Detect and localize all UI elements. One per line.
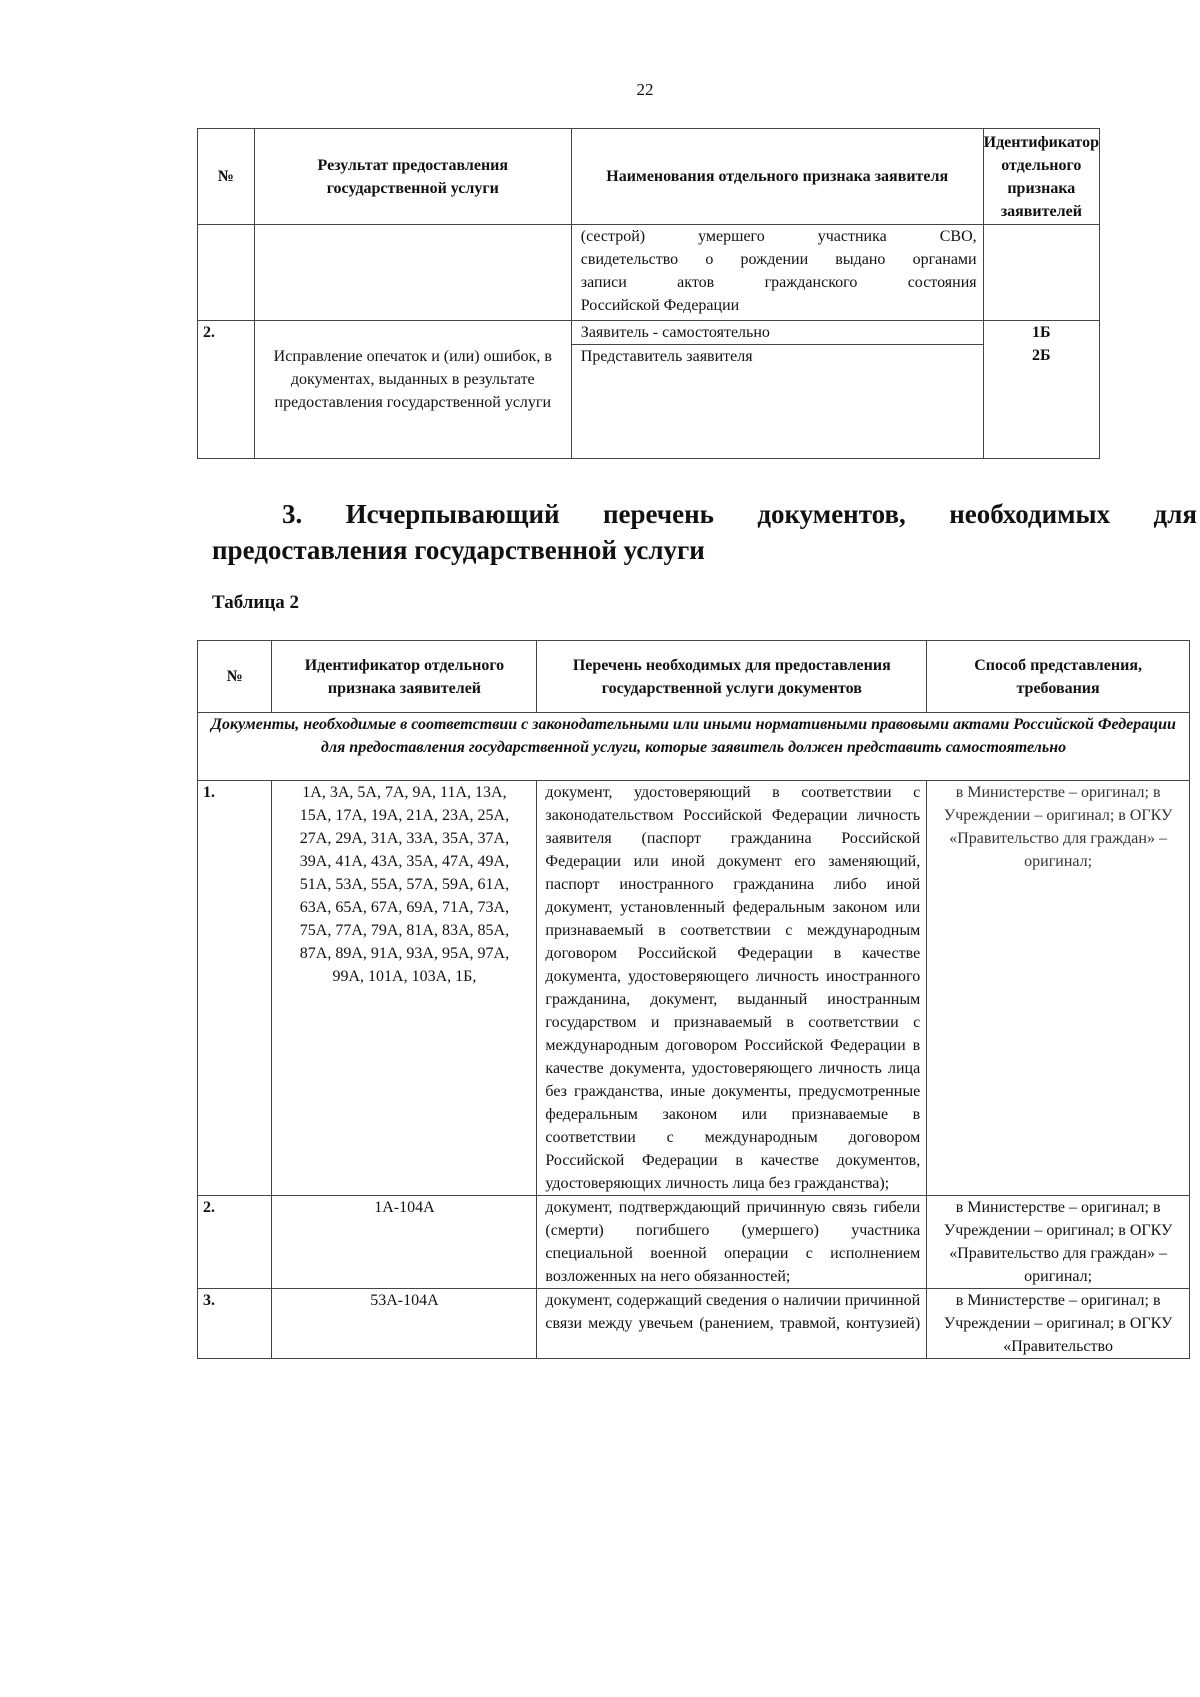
section-heading: 3. Исчерпывающий перечень документов, необходимых для предоставления государственной услуги bbox=[212, 499, 1197, 565]
t2-row1-ids: 1А, 3А, 5А, 7А, 9А, 11А, 13А, 15А, 17А, 19А, 21А, 23А, 25А, 27А, 29А, 31А, 33А, 35А, 37А, 39А, 41А, 43А, 35А, 47А, 49А, 51А, 53А, 55А, 57А, 59А, 61А, 63А, 65А, 67А, 69А, 71А, 73А, 75А, 77А, 79А, 81А, 83А, 85А, 87А, 89А, 91А, 93А, 95А, 97А, 99А, 101А, 103А, 1Б, bbox=[272, 781, 537, 1196]
table-row bbox=[198, 321, 1100, 459]
table-row bbox=[198, 781, 1190, 1196]
t2-row1-way: в Министерстве – оригинал; в Учреждении – оригинал; в ОГКУ «Правительство для граждан» – оригинал; bbox=[927, 781, 1190, 1196]
t2-row3-ids: 53А-104А bbox=[272, 1289, 537, 1359]
t2-header-docs: Перечень необходимых для предоставления государственной услуги документов bbox=[537, 641, 927, 713]
t2-row3-doc: документ, содержащий сведения о наличии причинной связи между увечьем (ранением, травмой, контузией) bbox=[537, 1289, 927, 1359]
t2-row1-doc: документ, удостоверяющий в соответствии с законодательством Российской Федерации личность заявителя (паспорт гражданина Российской Федерации или иной документ его заменяющий, паспорт иностранного гражданина либо иной документ, установленный федеральным законом или признаваемый в соответствии с международным договором Российской Федерации в качестве документа, удостоверяющего личность иностранного гражданина, документ, выданный иностранным государством и признаваемый в соответствии с международным договором Российской Федерации в качестве документа, удостоверяющего личность лица без гражданства, иные документы, предусмотренные федеральным законом или признаваемые в соответствии с международным договором Российской Федерации в качестве документов, удостоверяющих личность лица без гражданства); bbox=[537, 781, 927, 1196]
page-number: 22 bbox=[636, 80, 654, 99]
table-row bbox=[198, 1196, 1190, 1289]
t2-row1-num: 1. bbox=[198, 781, 272, 1196]
t1-row2-names: Заявитель - самостоятельно Представитель заявителя bbox=[571, 321, 983, 459]
t1-row2-num: 2. bbox=[198, 321, 255, 459]
t2-header-num: № bbox=[198, 641, 272, 713]
t2-header-way: Способ представления, требования bbox=[927, 641, 1190, 713]
t2-header-id: Идентификатор отдельного признака заявителей bbox=[272, 641, 537, 713]
services-result-table bbox=[197, 128, 1100, 459]
t2-row2-doc: документ, подтверждающий причинную связь гибели (смерти) погибшего (умершего) участника специальной военной операции с исполнением возложенных на него обязанностей; bbox=[537, 1196, 927, 1289]
t2-row2-num: 2. bbox=[198, 1196, 272, 1289]
t1-header-name: Наименования отдельного признака заявителя bbox=[571, 129, 983, 225]
table-row bbox=[198, 225, 1100, 321]
t2-row3-num: 3. bbox=[198, 1289, 272, 1359]
t2-row2-ids: 1А-104А bbox=[272, 1196, 537, 1289]
required-documents-table bbox=[197, 640, 1190, 1359]
t2-row2-way: в Министерстве – оригинал; в Учреждении – оригинал; в ОГКУ «Правительство для граждан» – оригинал; bbox=[927, 1196, 1190, 1289]
table-row bbox=[198, 1289, 1190, 1359]
table-caption: Таблица 2 bbox=[212, 592, 300, 613]
t1-header-num: № bbox=[198, 129, 255, 225]
t1-row2-ids: 1Б 2Б bbox=[983, 321, 1099, 459]
t2-section-row: Документы, необходимые в соответствии с законодательными или иными нормативными правовыми актами Российской Федерации для предоставления государственной услуги, которые заявитель должен представить самостоятельно bbox=[198, 713, 1190, 781]
t1-header-id: Идентификатор отдельного признака заявителей bbox=[983, 129, 1099, 225]
t1-cont-name: (сестрой) умершего участника СВО, свидетельство о рождении выдано органами записи актов гражданского состояния Российской Федерации bbox=[571, 225, 983, 321]
t1-row2-result: Исправление опечаток и (или) ошибок, в документах, выданных в результате предоставления государственной услуги bbox=[254, 321, 571, 459]
t2-row3-way: в Министерстве – оригинал; в Учреждении – оригинал; в ОГКУ «Правительство bbox=[927, 1289, 1190, 1359]
t1-header-result: Результат предоставления государственной услуги bbox=[254, 129, 571, 225]
